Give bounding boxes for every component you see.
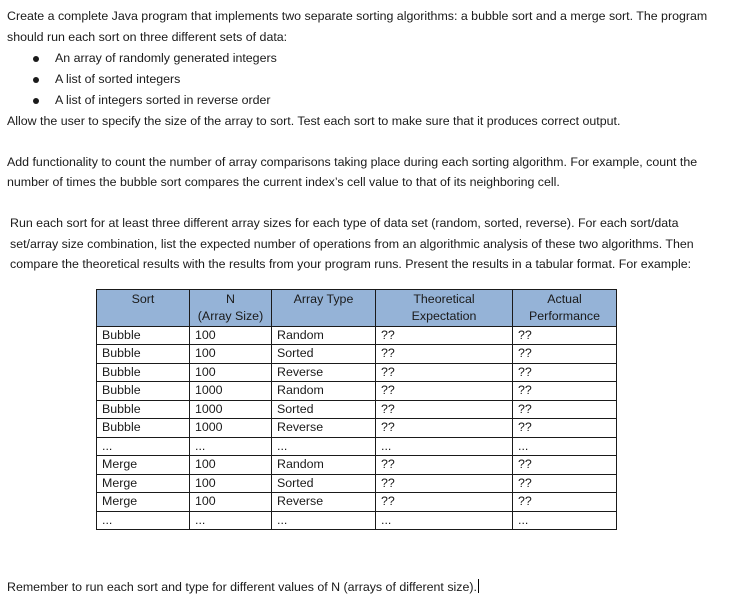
cell-actual: ... (513, 511, 617, 530)
allow-paragraph: Allow the user to specify the size of the array to sort. Test each sort to make sure that it produces correct output. (7, 114, 621, 129)
cell-theoretical: ?? (376, 493, 513, 512)
cell-n: ... (190, 437, 272, 456)
table-row (97, 363, 617, 382)
cell-theoretical: ?? (376, 363, 513, 382)
cell-actual: ?? (513, 493, 617, 512)
table-row (97, 326, 617, 345)
cell-type: Sorted (272, 474, 376, 493)
cell-sort: Merge (97, 474, 190, 493)
list-item: A list of integers sorted in reverse order (7, 90, 729, 111)
cell-n: 1000 (190, 419, 272, 438)
results-table (96, 289, 617, 531)
table-row (97, 493, 617, 512)
cell-theoretical: ?? (376, 400, 513, 419)
cell-sort: ... (97, 511, 190, 530)
cell-type: Sorted (272, 400, 376, 419)
cell-theoretical: ... (376, 437, 513, 456)
header-sort: Sort (97, 289, 190, 326)
cell-theoretical: ?? (376, 326, 513, 345)
cell-theoretical: ... (376, 511, 513, 530)
cell-theoretical: ?? (376, 382, 513, 401)
run-paragraph: Run each sort for at least three different array sizes for each type of data set (random, sorted, reverse). For each sort/data set/array size combination, list the expected number of operations from an algorithmic analysis of these two algorithms. Then compare the theoretical results with the results from your program runs. Present the results in a tabular format. For example: (10, 215, 694, 272)
table-header-row (97, 289, 617, 326)
table-row (97, 400, 617, 419)
cell-actual: ?? (513, 474, 617, 493)
cell-theoretical: ?? (376, 345, 513, 364)
table-row (97, 345, 617, 364)
cell-n: 100 (190, 474, 272, 493)
cell-n: ... (190, 511, 272, 530)
count-paragraph: Add functionality to count the number of array comparisons taking place during each sorting algorithm. For example, count the number of times the bubble sort compares the current index’s cell value to that of its neighboring cell. (7, 154, 698, 190)
cell-actual: ?? (513, 382, 617, 401)
cell-type: Reverse (272, 419, 376, 438)
cell-n: 100 (190, 345, 272, 364)
cell-actual: ?? (513, 326, 617, 345)
remember-paragraph[interactable]: Remember to run each sort and type for different values of N (arrays of different size). (7, 580, 477, 594)
cell-n: 100 (190, 456, 272, 475)
table-row (97, 382, 617, 401)
cell-actual: ?? (513, 363, 617, 382)
cell-n: 100 (190, 326, 272, 345)
bullet-icon (33, 56, 39, 62)
cell-actual: ... (513, 437, 617, 456)
header-array-type: Array Type (272, 289, 376, 326)
list-item: A list of sorted integers (7, 69, 729, 90)
document-body (7, 6, 729, 594)
results-table-wrapper (96, 289, 729, 531)
header-n: N (Array Size) (190, 289, 272, 326)
cell-theoretical: ?? (376, 456, 513, 475)
intro-paragraph: Create a complete Java program that implements two separate sorting algorithms: a bubble sort and a merge sort. The program should run each sort on three different sets of data: (7, 9, 708, 44)
table-row (97, 419, 617, 438)
cell-n: 100 (190, 493, 272, 512)
cell-n: 1000 (190, 400, 272, 419)
cell-n: 100 (190, 363, 272, 382)
cell-type: Random (272, 326, 376, 345)
cell-type: ... (272, 511, 376, 530)
header-actual: Actual Performance (513, 289, 617, 326)
list-item: An array of randomly generated integers (7, 48, 729, 69)
cell-sort: Bubble (97, 400, 190, 419)
bullet-icon (33, 77, 39, 83)
table-row (97, 511, 617, 530)
cell-sort: Bubble (97, 326, 190, 345)
table-row (97, 437, 617, 456)
table-row (97, 474, 617, 493)
cell-actual: ?? (513, 456, 617, 475)
text-cursor (478, 579, 479, 593)
bullet-icon (33, 98, 39, 104)
table-row (97, 456, 617, 475)
cell-actual: ?? (513, 419, 617, 438)
cell-n: 1000 (190, 382, 272, 401)
cell-actual: ?? (513, 345, 617, 364)
cell-actual: ?? (513, 400, 617, 419)
cell-sort: Bubble (97, 345, 190, 364)
cell-sort: Bubble (97, 419, 190, 438)
cell-theoretical: ?? (376, 419, 513, 438)
cell-sort: Bubble (97, 382, 190, 401)
data-set-list (7, 48, 729, 111)
cell-type: Reverse (272, 363, 376, 382)
header-theoretical: Theoretical Expectation (376, 289, 513, 326)
cell-type: Random (272, 456, 376, 475)
cell-theoretical: ?? (376, 474, 513, 493)
cell-type: Sorted (272, 345, 376, 364)
cell-type: Reverse (272, 493, 376, 512)
cell-sort: Merge (97, 456, 190, 475)
cell-type: ... (272, 437, 376, 456)
cell-sort: ... (97, 437, 190, 456)
cell-sort: Merge (97, 493, 190, 512)
cell-sort: Bubble (97, 363, 190, 382)
cell-type: Random (272, 382, 376, 401)
